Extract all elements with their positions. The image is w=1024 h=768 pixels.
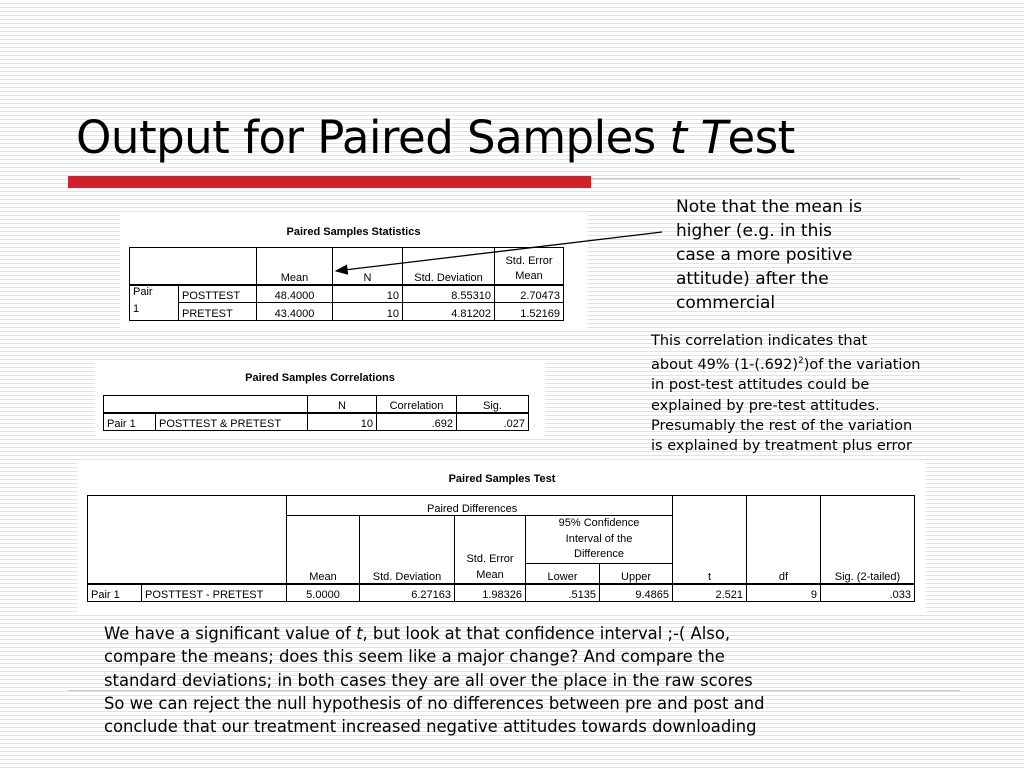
table-row: Pair 1 POSTTEST & PRETEST 10 .692 .027 (104, 413, 529, 431)
note-mean: Note that the mean is higher (e.g. in this case a more positive attitude) after the commercial (676, 197, 863, 313)
note-correlation: This correlation indicates that about 49% $(1-(.692)^2)of$ the variation in post-test attitudes could be explained by pre-test attitudes. Presumably the rest of the variation is explained by treatment plus error (651, 333, 921, 455)
corr-pair: Pair 1 (104, 413, 156, 431)
test-header-sig: Sig. (2-tailed) (821, 564, 915, 584)
conclusion-paragraph: We have a significant value of t, but look at that confidence interval ;-( Also, compare the means; does this seem like a major change? And compare the standard deviations; in both cases they are all over the place in the raw scores So we can reject the null hypothesis of no differences between pre and post and conclude that our treatment increased negative attitudes towards downloading (104, 624, 765, 737)
corr-header-n: N (308, 396, 377, 413)
test-header-se: Std. Error Mean (455, 564, 526, 584)
test-pair: Pair 1 (88, 584, 142, 602)
test-header-upper: Upper (600, 564, 673, 584)
table-row: Pair 1 POSTTEST - PRETEST 5.0000 6.27163 1.98326 .5135 9.4865 2.521 9 .033 (88, 584, 915, 602)
stats-pair-label: Pair (130, 285, 179, 303)
corr-vars: POSTTEST & PRETEST (156, 413, 308, 431)
statistics-table-title: Paired Samples Statistics (286, 226, 421, 238)
corr-header-correlation: Correlation (377, 396, 457, 413)
test-header-std-dev: Std. Deviation (360, 564, 455, 584)
stats-var: POSTTEST (179, 285, 257, 303)
test-header-mean: Mean (287, 564, 360, 584)
table-row: 1 PRETEST 43.4000 10 4.81202 1.52169 (130, 303, 564, 321)
correlations-table-title: Paired Samples Correlations (245, 372, 395, 384)
stats-header-std-dev: Std. Deviation (403, 248, 495, 285)
stats-var: PRETEST (179, 303, 257, 321)
slide-title: Output for Paired Samples t Test (76, 111, 795, 164)
stats-pair-number: 1 (130, 303, 179, 321)
stats-header-mean: Mean (257, 248, 333, 285)
corr-header-sig: Sig. (457, 396, 529, 413)
test-header-df: df (747, 564, 821, 584)
test-header-paired-differences: Paired Differences (287, 496, 673, 516)
test-vars: POSTTEST - PRETEST (142, 584, 287, 602)
test-header-ci: 95% Confidence Interval of the Difference (526, 516, 673, 564)
bottom-rule (68, 690, 960, 691)
test-header-t: t (673, 564, 747, 584)
test-header-lower: Lower (526, 564, 600, 584)
stats-header-se: Std. Error Mean (495, 248, 564, 285)
test-table-title: Paired Samples Test (448, 473, 556, 485)
stats-header-n: N (333, 248, 403, 285)
table-row: Pair POSTTEST 48.4000 10 8.55310 2.70473 (130, 285, 564, 303)
